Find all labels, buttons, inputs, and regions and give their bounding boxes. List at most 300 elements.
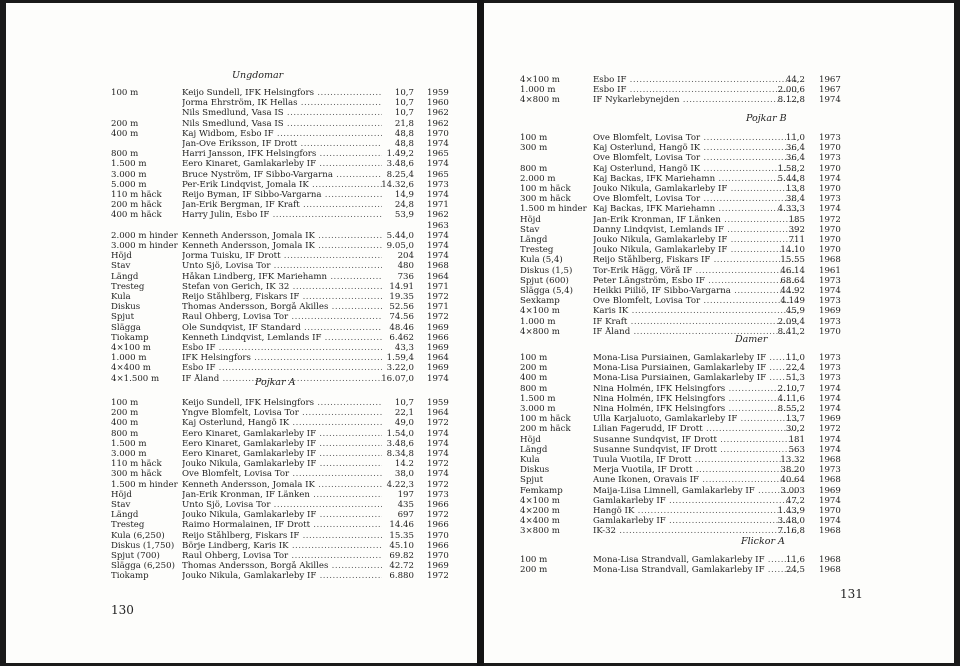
athlete-name: Eero Kinaret, Gamlakarleby IF .....: [182, 449, 382, 459]
record-year: 1974: [819, 286, 841, 296]
record-row: [484, 475, 954, 485]
record-year: 1973: [819, 194, 841, 205]
record-row: [484, 496, 954, 506]
athlete-name: Gamlakarleby IF .....: [593, 516, 798, 526]
record-row: [6, 190, 476, 200]
page-number: 130: [111, 603, 134, 617]
event-label: Spjut (600): [520, 275, 569, 286]
event-label: 110 m häck: [111, 459, 162, 470]
record-row: [484, 276, 954, 286]
record-row: [484, 317, 954, 327]
event-label: 3.000 m: [520, 404, 556, 414]
record-row: [484, 486, 954, 496]
record-result: 4.11,6: [777, 393, 805, 404]
athlete-name: Jouko Nikula, Gamlakarleby IF .....: [182, 459, 382, 469]
record-row: [484, 245, 954, 255]
athlete-name: Jouko Nikula, Gamlakarleby IF .....: [593, 245, 798, 255]
record-row: [484, 266, 954, 276]
record-year: 1970: [427, 530, 449, 541]
record-year: 1973: [819, 353, 841, 363]
record-row: [6, 561, 476, 571]
record-year: 1969: [427, 322, 449, 333]
athlete-name: Keijo Sundell, IFK Helsingfors .....: [182, 398, 382, 408]
event-label: 200 m häck: [520, 424, 571, 435]
event-label: 800 m: [520, 163, 548, 174]
event-label: 4×400 m: [111, 363, 151, 374]
record-result: 1.58,2: [777, 163, 805, 174]
record-result: 7.16,8: [777, 526, 805, 537]
athlete-name: IK-32 .....: [593, 526, 798, 536]
athlete-name: Kenneth Lindqvist, Lemlands IF .....: [182, 333, 382, 343]
record-result: 181: [788, 434, 805, 445]
event-label: 4×100 m: [520, 75, 560, 85]
record-result: 8.55,2: [777, 404, 805, 414]
record-result: 11,6: [785, 555, 805, 565]
record-row: [6, 241, 476, 251]
record-result: 21,8: [394, 118, 414, 129]
record-result: 14,9: [394, 190, 414, 200]
record-year: 1974: [427, 449, 449, 459]
athlete-name: Nina Holmén, IFK Helsingfors .....: [593, 394, 798, 404]
record-year: 1974: [819, 204, 841, 215]
left-page: [6, 3, 477, 663]
record-result: 49,0: [394, 418, 414, 429]
athlete-name: Stefan von Gerich, IK 32 .....: [182, 282, 382, 292]
event-label: Diskus (1,750): [111, 540, 175, 551]
athlete-name: Ove Blomfelt, Lovisa Tor .....: [593, 296, 798, 306]
record-year: 1970: [819, 235, 841, 245]
athlete-name: Bruce Nyström, IF Sibbo-Vargarna .....: [182, 170, 382, 180]
event-label: 1.000 m: [520, 316, 556, 327]
record-year: 1968: [819, 475, 841, 486]
athlete-name: Kaj Backas, IFK Mariehamn .....: [593, 204, 798, 214]
record-result: 42.72: [389, 561, 414, 572]
record-row: [6, 170, 476, 180]
athlete-name: Jouko Nikula, Gamlakarleby IF .....: [593, 184, 798, 194]
record-year: 1974: [819, 516, 841, 527]
event-label: 100 m: [111, 398, 139, 408]
athlete-name: Thomas Andersson, Borgå Akilles .....: [182, 561, 382, 571]
record-result: 45.10: [389, 540, 414, 551]
record-row: [484, 225, 954, 235]
record-row: [484, 75, 954, 85]
record-result: 48,8: [394, 128, 414, 139]
record-row: [6, 374, 476, 384]
record-row: [6, 363, 476, 373]
athlete-name: Kaj Backas, IFK Mariehamn .....: [593, 174, 798, 184]
record-row: [484, 353, 954, 363]
athlete-name: Ulla Karjaluoto, Gamlakarleby IF .....: [593, 414, 798, 424]
record-row: [6, 459, 476, 469]
athlete-name: Jan-Erik Kronman, IF Länken .....: [593, 215, 798, 225]
record-row: [6, 408, 476, 418]
record-year: 1972: [427, 312, 449, 323]
athlete-name: Maija-Liisa Limnell, Gamlakarleby IF .....: [593, 486, 798, 496]
record-year: 1973: [819, 465, 841, 476]
record-row: [6, 88, 476, 98]
event-label: Slägga (6,250): [111, 561, 175, 572]
athlete-name: Jouko Nikula, Gamlakarleby IF .....: [182, 510, 382, 520]
record-result: 1.59,4: [386, 353, 414, 364]
athlete-name: Jan-Erik Kronman, IF Länken .....: [182, 490, 382, 500]
record-year: 1968: [819, 255, 841, 266]
record-year: 1973: [427, 179, 449, 190]
event-label: 3×800 m: [520, 526, 560, 537]
athlete-name: Raimo Hormalainen, IF Drott .....: [182, 520, 382, 530]
record-year: 1968: [819, 565, 841, 576]
athlete-name: IF Nykarlebynejden .....: [593, 95, 798, 105]
record-year: 1973: [819, 296, 841, 307]
record-result: 48,8: [394, 139, 414, 149]
record-row: [6, 343, 476, 353]
athlete-name: Reijo Ståhlberg, Fiskars IF .....: [182, 531, 382, 541]
record-year: 1966: [427, 520, 449, 531]
record-row: [6, 98, 476, 108]
record-row: [6, 129, 476, 139]
record-result: 3.003: [780, 485, 805, 496]
record-row: [484, 143, 954, 153]
record-result: 563: [788, 444, 805, 455]
event-label: Längd: [111, 510, 139, 521]
athlete-name: Gamlakarleby IF .....: [593, 496, 798, 506]
record-year: 1964: [427, 408, 449, 419]
athlete-name: Mona-Lisa Strandvall, Gamlakarleby IF .....: [593, 555, 798, 565]
athlete-name: IF Kraft .....: [593, 317, 798, 327]
event-label: 100 m häck: [520, 184, 571, 194]
record-row: [484, 184, 954, 194]
event-label: Längd: [520, 235, 548, 245]
record-row: [484, 404, 954, 414]
event-label: 400 m häck: [111, 210, 162, 221]
event-label: 200 m: [111, 118, 139, 129]
event-label: Spjut: [111, 312, 135, 323]
record-row: [6, 418, 476, 428]
section-heading: Pojkar A: [255, 377, 296, 388]
event-label: Spjut: [520, 475, 544, 486]
athlete-name: Susanne Sundqvist, IF Drott .....: [593, 445, 798, 455]
record-result: 51,3: [785, 373, 805, 384]
athlete-name: Esbo IF .....: [593, 75, 798, 85]
record-year: 1970: [819, 163, 841, 174]
record-row: [484, 85, 954, 95]
record-result: 38,4: [785, 194, 805, 205]
record-result: 14.2: [394, 459, 414, 470]
event-label: 200 m: [520, 565, 548, 576]
athlete-name: Jouko Nikula, Gamlakarleby IF .....: [182, 571, 382, 581]
athlete-name: Nils Smedlund, Vasa IS .....: [182, 119, 382, 129]
event-label: Diskus: [520, 465, 550, 476]
event-label: Längd: [111, 271, 139, 282]
record-result: 11,0: [785, 133, 805, 143]
athlete-name: Tor-Erik Hägg, Vörå IF .....: [593, 266, 798, 276]
record-year: 1974: [427, 190, 449, 200]
event-label: Tiokamp: [111, 571, 149, 582]
record-row: [6, 149, 476, 159]
record-year: 1962: [427, 118, 449, 129]
athlete-name: Nina Holmén, IFK Helsingfors .....: [593, 384, 798, 394]
record-year: 1970: [819, 245, 841, 256]
record-row: [484, 363, 954, 373]
event-label: 4×200 m: [520, 506, 560, 516]
record-row: [484, 373, 954, 383]
event-label: Stav: [111, 500, 131, 510]
athlete-name: Kaj Österlund, Hangö IK .....: [593, 164, 798, 174]
record-result: 24,5: [785, 565, 805, 576]
athlete-name: Keijo Sundell, IFK Helsingfors .....: [182, 88, 382, 98]
record-row: [484, 516, 954, 526]
record-year: 1974: [819, 383, 841, 394]
right-page: [484, 3, 954, 663]
record-year: 1959: [427, 398, 449, 408]
record-row: [484, 296, 954, 306]
record-result: 8.34,8: [386, 449, 414, 459]
event-label: 4×100 m: [520, 306, 560, 317]
record-year: 1970: [819, 506, 841, 516]
record-row: [6, 490, 476, 500]
record-year: 1959: [427, 88, 449, 98]
event-label: Tresteg: [520, 245, 554, 256]
record-result: 8.25,4: [386, 169, 414, 180]
event-label: Höjd: [111, 251, 132, 262]
record-row: [6, 312, 476, 322]
record-year: 1972: [427, 510, 449, 521]
record-result: 480: [397, 261, 414, 272]
record-year: 1972: [819, 424, 841, 435]
record-result: 6.880: [389, 571, 414, 582]
record-result: 36,4: [785, 153, 805, 164]
record-year: 1969: [427, 561, 449, 572]
record-year: 1974: [427, 159, 449, 170]
record-row: [6, 480, 476, 490]
record-year: 1973: [819, 363, 841, 374]
record-row: [484, 194, 954, 204]
record-year: 1974: [427, 373, 449, 384]
record-year: 1973: [819, 133, 841, 143]
athlete-name: Per-Erik Lindqvist, Jomala IK .....: [182, 180, 382, 190]
event-label: 1.000 m: [111, 353, 147, 364]
record-result: 10,7: [394, 398, 414, 408]
record-result: 30,2: [785, 424, 805, 435]
athlete-name: Kaj Österlund, Hangö IK .....: [182, 418, 382, 428]
record-result: 38.20: [780, 465, 805, 476]
record-year: 1968: [819, 555, 841, 565]
event-label: 5.000 m: [111, 179, 147, 190]
athlete-name: Karis IK .....: [593, 306, 798, 316]
event-label: 2.000 m hinder: [111, 230, 178, 241]
athlete-name: Merja Vuotila, IF Drott .....: [593, 465, 798, 475]
athlete-name: Unto Sjö, Lovisa Tor .....: [182, 500, 382, 510]
record-result: 6.462: [389, 332, 414, 343]
athlete-name: Reijo Byman, IF Sibbo-Vargarna .....: [182, 190, 382, 200]
event-label: 300 m: [520, 143, 548, 154]
record-result: 11,0: [785, 353, 805, 363]
athlete-name: IF Åland .....: [182, 374, 382, 384]
athlete-name: Raul Öhberg, Lovisa Tor .....: [182, 551, 382, 561]
event-label: 100 m häck: [520, 414, 571, 425]
event-label: 400 m: [520, 373, 548, 384]
record-year: 1965: [427, 169, 449, 180]
record-result: 22,1: [394, 408, 414, 419]
record-row: [484, 394, 954, 404]
record-result: 19.35: [389, 292, 414, 302]
event-label: Spjut (700): [111, 551, 160, 561]
record-year: 1972: [427, 459, 449, 470]
record-year: 1966: [427, 500, 449, 510]
record-year: 1966: [427, 332, 449, 343]
record-row: [484, 565, 954, 575]
record-result: 1.49,2: [386, 149, 414, 160]
athlete-name: Mona-Lisa Pursiainen, Gamlakarleby IF .....: [593, 363, 798, 373]
record-year: 1974: [427, 139, 449, 149]
record-year: 1974: [427, 251, 449, 262]
athlete-name: Harry Julin, Esbo IF .....: [182, 210, 382, 220]
athlete-name: Unto Sjö, Lovisa Tor .....: [182, 261, 382, 271]
event-label: 200 m: [520, 363, 548, 374]
athlete-name: Jouko Nikula, Gamlakarleby IF .....: [593, 235, 798, 245]
record-result: 14.32,6: [381, 179, 414, 190]
event-label: 1.500 m: [111, 438, 147, 449]
record-row: [6, 333, 476, 343]
athlete-name: Ove Blomfelt, Lovisa Tor .....: [593, 133, 798, 143]
record-result: 5.44,8: [777, 173, 805, 184]
record-result: 2.00,6: [777, 85, 805, 96]
record-result: 44,2: [785, 75, 805, 85]
record-row: [484, 465, 954, 475]
event-label: 3.000 m: [111, 169, 147, 180]
record-result: 3.48,6: [386, 438, 414, 449]
athlete-name: Jorma Ehrström, IK Hellas .....: [182, 98, 382, 108]
record-result: 197: [397, 489, 414, 500]
record-row: [6, 302, 476, 312]
record-year: 1970: [819, 184, 841, 194]
athlete-name: Ove Blomfelt, Lovisa Tor .....: [182, 469, 382, 479]
record-row: [6, 251, 476, 261]
event-label: Höjd: [520, 434, 541, 445]
record-row: [6, 531, 476, 541]
record-result: 47,2: [785, 495, 805, 506]
record-result: 1.43,9: [777, 506, 805, 516]
record-year: 1973: [819, 275, 841, 286]
event-label: 1.500 m: [520, 393, 556, 404]
record-row: [484, 133, 954, 143]
record-year: 1974: [819, 404, 841, 414]
page-number: 131: [840, 587, 863, 601]
athlete-name: Nils Smedlund, Vasa IS .....: [182, 108, 382, 118]
athlete-name: Esbo IF .....: [182, 363, 382, 373]
record-year: 1967: [819, 85, 841, 96]
record-year: 1969: [819, 414, 841, 425]
record-row: [484, 215, 954, 225]
record-result: 435: [397, 500, 414, 510]
record-year: 1968: [819, 455, 841, 465]
athlete-name: Kenneth Andersson, Jomala IK .....: [182, 480, 382, 490]
record-row: [484, 435, 954, 445]
record-result: 36,4: [785, 143, 805, 154]
event-label: 800 m: [111, 149, 139, 160]
event-label: Kula (5,4): [520, 255, 563, 266]
event-label: 300 m häck: [111, 469, 162, 480]
event-label: 100 m: [520, 555, 548, 565]
record-result: 68.64: [780, 275, 805, 286]
record-result: 13,8: [785, 184, 805, 194]
record-result: 10,7: [394, 88, 414, 98]
athlete-name: Kaj Widbom, Esbo IF .....: [182, 129, 382, 139]
record-result: 204: [397, 251, 414, 262]
record-result: 44.92: [780, 286, 805, 296]
record-row: [6, 500, 476, 510]
record-row: [6, 353, 476, 363]
event-label: Sexkamp: [520, 296, 560, 307]
record-row: [484, 95, 954, 105]
athlete-name: Eero Kinaret, Gamlakarleby IF .....: [182, 439, 382, 449]
record-row: [6, 398, 476, 408]
record-result: 4.22,3: [386, 479, 414, 490]
athlete-name: Harri Jansson, IFK Helsingfors .....: [182, 149, 382, 159]
record-result: 38,0: [394, 469, 414, 480]
event-label: 4×800 m: [520, 95, 560, 106]
event-label: 3.000 m hinder: [111, 241, 178, 251]
athlete-name: Yngve Blomfelt, Lovisa Tor .....: [182, 408, 382, 418]
event-label: Kula: [111, 292, 131, 302]
record-result: 24,8: [394, 200, 414, 211]
record-year: 1968: [427, 261, 449, 272]
athlete-name: Danny Lindqvist, Lemlands IF .....: [593, 225, 798, 235]
record-year: 1974: [819, 434, 841, 445]
record-row: [484, 235, 954, 245]
record-year: 1972: [427, 571, 449, 582]
record-result: 15.55: [780, 255, 805, 266]
record-year: 1962: [427, 108, 449, 119]
event-label: 1.500 m hinder: [520, 204, 587, 215]
record-year: 1969: [819, 306, 841, 317]
event-label: 2.000 m: [520, 173, 556, 184]
record-result: 13.32: [780, 455, 805, 465]
event-label: Kula: [520, 455, 540, 465]
record-year: 1965: [427, 149, 449, 160]
record-year: 1974: [427, 469, 449, 480]
record-row: [6, 292, 476, 302]
record-row: [6, 282, 476, 292]
event-label: Höjd: [520, 214, 541, 225]
athlete-name: Esbo IF .....: [593, 85, 798, 95]
record-result: 14.46: [389, 520, 414, 531]
event-label: 400 m: [111, 128, 139, 139]
record-row: [484, 286, 954, 296]
event-label: 100 m: [520, 133, 548, 143]
section-heading: Flickor A: [741, 536, 785, 547]
record-result: 46.14: [780, 265, 805, 276]
event-label: 1.500 m hinder: [111, 479, 178, 490]
record-year: 1970: [427, 128, 449, 139]
athlete-name: Aune Ikonen, Oravais IF .....: [593, 475, 798, 485]
record-row: [484, 445, 954, 455]
event-label: 200 m häck: [111, 200, 162, 211]
record-row: [6, 210, 476, 220]
event-label: 4×100 m: [520, 495, 560, 506]
record-year: 1969: [819, 485, 841, 496]
athlete-name: Lilian Fagerudd, IF Drott .....: [593, 424, 798, 434]
athlete-name: Kaj Österlund, Hangö IK .....: [593, 143, 798, 153]
athlete-name: Eero Kinaret, Gamlakarleby IF .....: [182, 159, 382, 169]
record-row: [6, 119, 476, 129]
record-result: 69.82: [389, 551, 414, 561]
book-spine: [477, 0, 484, 666]
record-result: 5.44,0: [386, 230, 414, 241]
event-label: Tiokamp: [111, 332, 149, 343]
athlete-name: Reijo Ståhlberg, Fiskars IF .....: [182, 292, 382, 302]
record-row: [6, 571, 476, 581]
event-label: Slägga: [111, 322, 141, 333]
